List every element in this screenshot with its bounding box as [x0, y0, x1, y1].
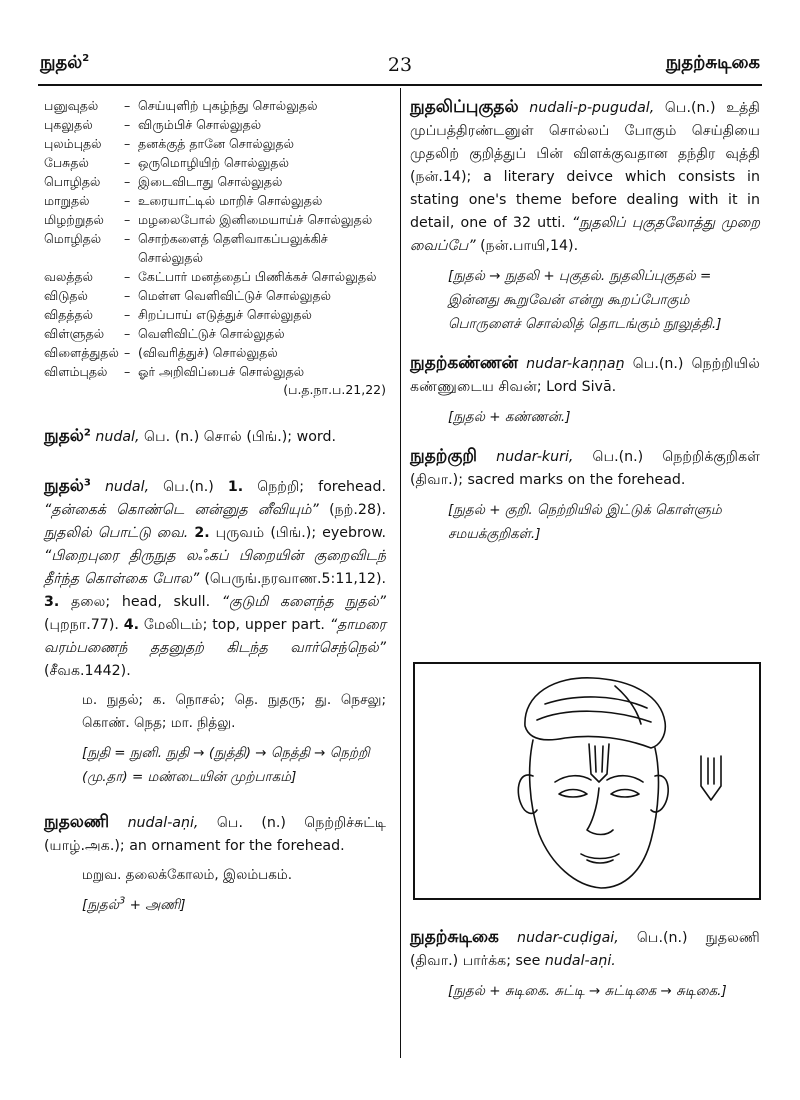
headword: நுதற்குறி [410, 446, 477, 466]
header-left-text: நுதல் [40, 52, 83, 73]
quotation-source: (பெருங்.நரவாண.5:11,12). [204, 571, 386, 587]
synonym-dash: – [124, 212, 131, 227]
mouth [581, 854, 619, 859]
etymology: [நுதல் + குறி. நெற்றியில் இட்டுக் கொள்ளும் சமயக்குறிகள்.] [448, 502, 722, 542]
synonym-meaning: செய்யுளிற் புகழ்ந்து சொல்லுதல் [138, 98, 318, 113]
synonym-row [44, 286, 386, 305]
namam-mark [589, 744, 609, 782]
left-column [44, 96, 386, 917]
synonym-row [44, 134, 386, 153]
etymology-superscript: 3 [118, 895, 126, 907]
headword: நுதல் [44, 426, 84, 446]
synonym-row [44, 305, 386, 324]
quotation: “தாமரை வரம்பணைந் ததனுதற் கிடந்த வார்செந்நெல்” [44, 617, 387, 656]
right-column-bottom [410, 926, 760, 1003]
synonym-meaning: மழலைபோல் இனிமையாய்ச் சொல்லுதல் [138, 212, 373, 227]
forehead-marks-illustration [413, 662, 761, 900]
part-of-speech: பெ. (n.) [144, 429, 200, 445]
synonym-term: பேசுதல் [44, 155, 89, 170]
synonym-row [44, 191, 386, 210]
synonym-dash: – [124, 231, 131, 246]
transliteration: nudal, [95, 429, 140, 445]
synonym-meaning: இடைவிடாது சொல்லுதல் [138, 174, 283, 189]
etymology [82, 893, 386, 917]
sense-number: 1. [227, 479, 244, 495]
headword: நுதலிப்புகுதல் [410, 97, 519, 117]
synonym-row [44, 324, 386, 343]
synonym-dash: – [124, 326, 131, 341]
eyebrow [607, 776, 643, 782]
synonym-term: பனுவுதல் [44, 98, 99, 113]
synonym-dash: – [124, 98, 131, 113]
headword: நுதற்கண்ணன் [410, 353, 518, 373]
synonym-term: மாறுதல் [44, 193, 90, 208]
cross-reference: nudal-aṇi. [544, 953, 616, 969]
headword-superscript: 2 [83, 427, 91, 439]
synonym-source: (ப.த.நா.ப.21,22) [283, 382, 386, 397]
eye [611, 790, 639, 798]
synonym-meaning: சொற்களைத் தெளிவாகப்பலுக்கிச் சொல்லுதல் [138, 231, 328, 265]
synonym-meaning: கேட்பார் மனத்தைப் பிணிக்கச் சொல்லுதல் [138, 269, 377, 284]
synonym-row [44, 362, 386, 381]
sense-number: 4. [123, 617, 140, 633]
entry-nudarcudigai [410, 926, 760, 1003]
synonym-dash: – [124, 193, 131, 208]
face-drawing [415, 664, 759, 898]
synonym-meaning: உரையாட்டில் மாறிச் சொல்லுதல் [138, 193, 323, 208]
transliteration: nudar-kaṇṇaṉ [526, 356, 625, 372]
definition: நுதலணி (திவா.) பார்க்க; see [410, 930, 760, 969]
etymology: [நுதல் + சுடிகை. சுட்டி → சுட்டிகை → சுடிகை.] [448, 983, 727, 999]
quotation-source: (புறநா.77). [44, 617, 119, 633]
synonym-meaning: விரும்பிச் சொல்லுதல் [138, 117, 262, 132]
synonym-dash: – [124, 307, 131, 322]
quotation: “நுதலிப் புகுதலோத்து முறை வைப்பே” [410, 215, 760, 254]
quotation: நுதலில் பொட்டு வை. [44, 525, 189, 541]
definition: சொல் (பிங்.); word. [203, 429, 336, 445]
synonym-meaning: தனக்குத் தானே சொல்லுதல் [138, 136, 295, 151]
column-divider [400, 88, 401, 1058]
sense-number: 3. [44, 594, 60, 610]
synonym-dash: – [124, 288, 131, 303]
transliteration: nudar-kuri, [496, 449, 574, 465]
header-rule [38, 84, 762, 86]
turban-fold [545, 697, 647, 708]
transliteration: nudali-p-pugudal, [529, 100, 655, 116]
part-of-speech: பெ.(n.) [632, 356, 684, 372]
synonym-table [44, 96, 386, 381]
synonym-term: மொழிதல் [44, 231, 102, 246]
part-of-speech: பெ.(n.) [163, 479, 214, 495]
headword: நுதற்சுடிகை [410, 927, 499, 947]
synonym-term: புகலுதல் [44, 117, 93, 132]
ear [518, 775, 537, 813]
synonym-term: விடுதல் [44, 288, 88, 303]
eye [559, 790, 587, 798]
quotation-source: (நற்.28). [329, 502, 387, 518]
header-right-guide-word: நுதற்சுடிகை [665, 52, 760, 73]
synonym-row [44, 172, 386, 191]
headword: நுதல் [44, 476, 84, 496]
etymology-part: + அணி] [129, 897, 186, 913]
synonym-term: விளம்புதல் [44, 364, 108, 379]
synonym-row [44, 229, 386, 267]
quotation: “தன்கைக் கொண்டெ னன்னுத னீவியும்” [44, 502, 319, 518]
synonym-dash: – [124, 155, 131, 170]
definition: நெற்றியில் கண்ணுடைய சிவன்; Lord Sivā. [410, 356, 760, 395]
synonym-dash: – [124, 345, 131, 360]
sense-text: புருவம் (பிங்.); eyebrow. [215, 525, 387, 541]
synonym-row [44, 115, 386, 134]
quotation: “குடுமி களைந்த நுதல்” [221, 594, 386, 610]
part-of-speech: பெ.(n.) [592, 449, 644, 465]
right-column [410, 96, 760, 546]
synonym-term: மிழற்றுதல் [44, 212, 104, 227]
namam-mark [595, 746, 603, 772]
header-left-superscript: 2 [82, 53, 90, 64]
sense-text: நெற்றி; forehead. [257, 479, 386, 495]
synonym-row [44, 343, 386, 362]
transliteration: nudal, [104, 479, 150, 495]
synonym-meaning: வெளிவிட்டுச் சொல்லுதல் [138, 326, 285, 341]
entry-nudal-2 [44, 425, 386, 449]
synonym-row [44, 267, 386, 286]
quotation-source: (நன்.பாயி,14). [480, 238, 579, 254]
synonym-meaning: ஒருமொழியிற் சொல்லுதல் [138, 155, 289, 170]
transliteration: nudal-aṇi, [127, 815, 199, 831]
synonym-meaning: மெள்ள வெளிவிட்டுச் சொல்லுதல் [138, 288, 332, 303]
synonym-term: வலத்தல் [44, 269, 93, 284]
definition: நெற்றிச்சுட்டி (யாழ்.அக.); an ornament for the forehead. [44, 815, 386, 854]
synonym-meaning: ஓர் அறிவிப்பைச் சொல்லுதல் [138, 364, 305, 379]
synonym-dash: – [124, 117, 131, 132]
etymology-part: [நுதல் [82, 897, 119, 913]
etymology: [நுதல் → நுதலி + புகுதல். நுதலிப்புகுதல் = இன்னது கூறுவேன் என்று கூறப்போகும் பொருளைச் சொல்லித் தொடங்கும் நூலுத்தி.] [448, 268, 722, 332]
synonym-meaning: (விவரித்துச்) சொல்லுதல் [138, 345, 278, 360]
synonym-note: மறுவ. தலைக்கோலம், இலம்பகம். [82, 867, 293, 883]
synonym-term: பொழிதல் [44, 174, 101, 189]
synonym-dash: – [124, 136, 131, 151]
ear [651, 775, 668, 812]
sense-text: மேலிடம்; top, upper part. [143, 617, 325, 633]
turban-fold [537, 711, 651, 722]
entry-nudalani [44, 811, 386, 917]
sense-number: 2. [194, 525, 210, 541]
entry-nudalippugudal [410, 96, 760, 336]
quotation-source: (சீவக.1442). [44, 663, 131, 679]
synonym-term: விளைத்துதல் [44, 345, 119, 360]
synonym-dash: – [124, 269, 131, 284]
page-number: 23 [387, 54, 413, 76]
synonym-term: புலம்புதல் [44, 136, 102, 151]
headword-superscript: 3 [83, 477, 91, 489]
entry-nudarkannan [410, 352, 760, 429]
synonym-dash: – [124, 364, 131, 379]
namam-mark-sample [701, 756, 721, 800]
cognates: ம. நுதல்; க. நொசல்; தெ. நுதரு; து. நெசலு; கொண். நெத; மா. நித்லு. [82, 692, 386, 731]
mouth-line [587, 860, 613, 863]
synonym-dash: – [124, 174, 131, 189]
definition: உத்தி முப்பத்திரண்டனுள் சொல்லப் போகும் செய்தியை முதலிற் குறித்துப் பின் விளக்குவதான தந்திர வுத்தி (நன்.14); a literary deivce which consists in stating one's theme before dealing with it in detail, one of 32 utti. [410, 100, 760, 231]
part-of-speech: பெ.(n.) [636, 930, 688, 946]
synonym-row [44, 153, 386, 172]
synonym-meaning: சிறப்பாய் எடுத்துச் சொல்லுதல் [138, 307, 312, 322]
namam-mark-sample [708, 758, 714, 784]
entry-nudal-3 [44, 475, 386, 789]
synonym-row [44, 96, 386, 115]
sense-text: தலை; head, skull. [70, 594, 211, 610]
etymology: [நுதல் + கண்ணன்.] [448, 409, 571, 425]
quotation: “பிறைபுரை திருநுத லஃகப் பிறையின் குறைவிடந் தீர்ந்த கொள்கை போல” [44, 548, 386, 587]
nose [587, 788, 613, 835]
part-of-speech: பெ.(n.) [664, 100, 716, 116]
etymology: [நுதி = நுனி. நுதி → (நுத்தி) → நெத்தி → நெற்றி (மு.தா) = மண்டையின் முற்பாகம்] [82, 745, 370, 785]
synonym-row [44, 210, 386, 229]
synonym-term: விள்ளுதல் [44, 326, 105, 341]
entry-nudarkuri [410, 445, 760, 546]
headword: நுதலணி [44, 812, 110, 832]
definition: நெற்றிக்குறிகள் (திவா.); sacred marks on the forehead. [410, 449, 761, 488]
eyebrow [555, 776, 591, 782]
transliteration: nudar-cuḍigai, [517, 930, 619, 946]
synonym-term: விதத்தல் [44, 307, 94, 322]
part-of-speech: பெ. (n.) [216, 815, 286, 831]
turban [525, 678, 665, 748]
